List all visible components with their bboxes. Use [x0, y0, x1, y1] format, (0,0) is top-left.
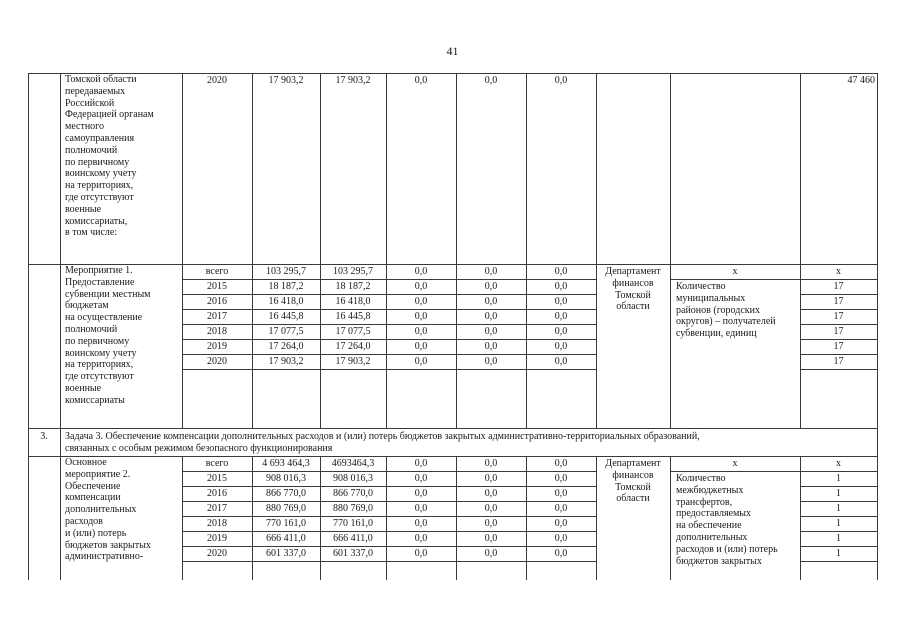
local-budget-cell: 0,0	[484, 281, 498, 292]
other-sources-cell: 0,0	[554, 503, 568, 514]
subrow-border	[800, 546, 877, 547]
subrow-border	[670, 471, 800, 472]
subrow-border	[182, 471, 596, 472]
activity-text-line: местного	[65, 121, 105, 133]
subrow-border	[182, 486, 596, 487]
federal-budget-cell: 0,0	[414, 548, 428, 559]
local-budget-cell: 0,0	[484, 356, 498, 367]
subrow-border	[182, 369, 596, 370]
total-amount-cell: 866 770,0	[266, 488, 306, 499]
year-cell: 2015	[207, 281, 227, 292]
regional-budget-cell: 601 337,0	[333, 548, 373, 559]
local-budget-cell: 0,0	[484, 503, 498, 514]
year-cell: 2020	[207, 548, 227, 559]
indicator-text-line: расходов и (или) потерь	[676, 543, 778, 555]
col-border	[456, 73, 457, 428]
activity-text-line: субвенции местным	[65, 288, 151, 300]
indicator-x-cell: x	[732, 266, 738, 277]
federal-budget-cell: 0,0	[414, 458, 428, 469]
col-border	[877, 456, 878, 580]
row-border	[28, 264, 878, 265]
col-border	[526, 73, 527, 428]
activity-text-line: где отсутствуют	[65, 371, 134, 383]
row-border-top	[28, 73, 878, 74]
regional-budget-cell: 770 161,0	[333, 518, 373, 529]
other-sources-cell: 0,0	[554, 326, 568, 337]
total-amount-cell: 880 769,0	[266, 503, 306, 514]
col-border	[596, 73, 597, 428]
indicator-value-cell: 1	[836, 533, 841, 544]
regional-budget-cell: 17 264,0	[335, 341, 371, 352]
year-cell: 2018	[207, 518, 227, 529]
total-amount-cell: 908 016,3	[266, 473, 306, 484]
year-cell: 2019	[207, 341, 227, 352]
responsible-executor-line: Департамент	[605, 266, 661, 277]
indicator-value-cell: x	[836, 266, 841, 277]
task-number: 3.	[40, 431, 48, 442]
task-text-line: связанных с особым режимом безопасного функционирования	[65, 442, 333, 454]
indicator-value-cell: 17	[833, 281, 844, 292]
subrow-border	[800, 501, 877, 502]
activity-text-line: по первичному	[65, 335, 130, 347]
year-cell: 2015	[207, 473, 227, 484]
activity-text-line: самоуправления	[65, 133, 135, 144]
subrow-border	[182, 501, 596, 502]
total-amount-cell: 16 418,0	[268, 296, 304, 307]
subrow-border	[670, 279, 800, 280]
activity-text-line: мероприятие 2.	[65, 468, 131, 480]
federal-budget-cell: 0,0	[414, 266, 428, 277]
subrow-border	[182, 279, 596, 280]
year-cell: 2019	[207, 533, 227, 544]
indicator-text-line: трансфертов,	[676, 496, 733, 508]
subrow-border	[800, 324, 877, 325]
total-amount-cell: 4 693 464,3	[262, 458, 310, 469]
local-budget-cell: 0,0	[484, 296, 498, 307]
total-amount-cell: 601 337,0	[266, 548, 306, 559]
other-sources-cell: 0,0	[554, 458, 568, 469]
col-border	[60, 428, 61, 456]
other-sources-cell: 0,0	[554, 296, 568, 307]
other-sources-cell: 0,0	[554, 75, 568, 86]
total-amount-cell: 18 187,2	[268, 281, 304, 292]
local-budget-cell: 0,0	[484, 488, 498, 499]
activity-text-line: полномочий	[65, 144, 118, 156]
activity-text-line: Федерацией органам	[65, 109, 154, 121]
federal-budget-cell: 0,0	[414, 518, 428, 529]
activity-text-line: бюджетов закрытых	[65, 539, 151, 551]
activity-text-line: комиссариаты,	[65, 215, 128, 227]
page-number: 41	[446, 44, 459, 58]
year-cell: всего	[205, 458, 229, 469]
indicator-value-cell: 17	[833, 326, 844, 337]
subrow-border	[800, 369, 877, 370]
year-cell: 2020	[207, 356, 227, 367]
subrow-border	[800, 561, 877, 562]
federal-budget-cell: 0,0	[414, 356, 428, 367]
col-border	[28, 456, 29, 580]
federal-budget-cell: 0,0	[414, 75, 428, 86]
indicator-value-cell: 1	[836, 503, 841, 514]
activity-text-line: воинскому учету	[65, 347, 137, 359]
activity-text-line: воинскому учету	[65, 168, 137, 180]
activity-text-line: бюджетам	[65, 300, 109, 312]
regional-budget-cell: 880 769,0	[333, 503, 373, 514]
regional-budget-cell: 17 903,2	[335, 356, 371, 367]
federal-budget-cell: 0,0	[414, 296, 428, 307]
subrow-border	[182, 516, 596, 517]
subrow-border	[182, 339, 596, 340]
indicator-text-line: бюджетов закрытых	[676, 555, 762, 567]
regional-budget-cell: 666 411,0	[333, 533, 373, 544]
indicator-value-cell: 1	[836, 518, 841, 529]
local-budget-cell: 0,0	[484, 518, 498, 529]
subrow-border	[182, 546, 596, 547]
row-border	[28, 428, 878, 429]
other-sources-cell: 0,0	[554, 311, 568, 322]
regional-budget-cell: 16 445,8	[335, 311, 371, 322]
total-amount-cell: 17 903,2	[268, 75, 304, 86]
col-border	[60, 73, 61, 428]
col-border	[877, 428, 878, 456]
subrow-border	[800, 279, 877, 280]
regional-budget-cell: 908 016,3	[333, 473, 373, 484]
activity-text-line: Томской области	[65, 74, 137, 85]
regional-budget-cell: 17 077,5	[335, 326, 371, 337]
other-sources-cell: 0,0	[554, 341, 568, 352]
other-sources-cell: 0,0	[554, 356, 568, 367]
local-budget-cell: 0,0	[484, 266, 498, 277]
other-sources-cell: 0,0	[554, 266, 568, 277]
indicator-text-line: субвенции, единиц	[676, 328, 757, 340]
other-sources-cell: 0,0	[554, 533, 568, 544]
federal-budget-cell: 0,0	[414, 533, 428, 544]
indicator-text-line: районов (городских	[676, 304, 760, 316]
subrow-border	[800, 354, 877, 355]
activity-text-line: военные	[65, 383, 102, 394]
indicator-value-cell: 1	[836, 488, 841, 499]
year-cell: 2017	[207, 503, 227, 514]
indicator-value-cell: x	[836, 458, 841, 469]
indicator-text-line: на обеспечение	[676, 520, 742, 532]
col-border	[182, 73, 183, 428]
year-cell: 2016	[207, 488, 227, 499]
subrow-border	[800, 531, 877, 532]
subrow-border	[800, 294, 877, 295]
regional-budget-cell: 4693464,3	[331, 458, 375, 469]
subrow-border	[182, 561, 596, 562]
responsible-executor-line: Департамент	[605, 458, 661, 469]
total-amount-cell: 16 445,8	[268, 311, 304, 322]
federal-budget-cell: 0,0	[414, 473, 428, 484]
total-amount-cell: 17 903,2	[268, 356, 304, 367]
task-text-line: Задача 3. Обеспечение компенсации дополнительных расходов и (или) потерь бюджетов закрытых административно-территориальных образований,	[65, 431, 700, 442]
col-border	[386, 73, 387, 428]
col-border	[670, 456, 671, 580]
activity-text-line: на территориях,	[65, 180, 134, 192]
col-border	[60, 456, 61, 580]
regional-budget-cell: 866 770,0	[333, 488, 373, 499]
local-budget-cell: 0,0	[484, 458, 498, 469]
total-amount-cell: 666 411,0	[266, 533, 306, 544]
target-value-cell: 47 460	[847, 75, 875, 86]
total-amount-cell: 770 161,0	[266, 518, 306, 529]
federal-budget-cell: 0,0	[414, 281, 428, 292]
activity-text-line: Российской	[65, 97, 115, 109]
activity-text-line: комиссариаты	[65, 394, 125, 406]
local-budget-cell: 0,0	[484, 548, 498, 559]
subrow-border	[182, 354, 596, 355]
indicator-text-line: Количество	[676, 281, 726, 292]
local-budget-cell: 0,0	[484, 533, 498, 544]
responsible-executor-line: Томской	[615, 289, 651, 301]
subrow-border	[800, 516, 877, 517]
responsible-executor-line: области	[616, 493, 650, 505]
activity-text-line: Мероприятие 1.	[65, 265, 133, 276]
federal-budget-cell: 0,0	[414, 503, 428, 514]
activity-text-line: дополнительных	[65, 504, 137, 516]
indicator-text-line: округов) – получателей	[676, 316, 776, 328]
local-budget-cell: 0,0	[484, 311, 498, 322]
activity-text-line: в том числе:	[65, 227, 118, 239]
indicator-text-line: Количество	[676, 473, 726, 484]
total-amount-cell: 17 264,0	[268, 341, 304, 352]
regional-budget-cell: 103 295,7	[333, 266, 373, 277]
responsible-executor-line: области	[616, 301, 650, 313]
indicator-value-cell: 17	[833, 356, 844, 367]
col-border	[877, 73, 878, 428]
subrow-border	[800, 486, 877, 487]
year-cell: 2017	[207, 311, 227, 322]
other-sources-cell: 0,0	[554, 473, 568, 484]
federal-budget-cell: 0,0	[414, 488, 428, 499]
responsible-executor-line: финансов	[612, 277, 654, 289]
col-border	[320, 73, 321, 428]
subrow-border	[800, 471, 877, 472]
activity-text-line: Основное	[65, 457, 107, 468]
local-budget-cell: 0,0	[484, 75, 498, 86]
regional-budget-cell: 17 903,2	[335, 75, 371, 86]
subrow-border	[182, 294, 596, 295]
indicator-x-cell: x	[732, 458, 738, 469]
other-sources-cell: 0,0	[554, 281, 568, 292]
activity-text-line: полномочий	[65, 324, 118, 335]
indicator-text-line: дополнительных	[676, 532, 748, 543]
indicator-value-cell: 17	[833, 296, 844, 307]
col-border	[28, 73, 29, 428]
activity-text-line: на осуществление	[65, 312, 143, 324]
indicator-text-line: межбюджетных	[676, 484, 744, 496]
subrow-border	[800, 339, 877, 340]
year-cell: всего	[205, 266, 229, 277]
row-border	[28, 456, 878, 457]
activity-text-line: где отсутствуют	[65, 192, 134, 203]
activity-text-line: и (или) потерь	[65, 527, 127, 539]
federal-budget-cell: 0,0	[414, 311, 428, 322]
indicator-value-cell: 1	[836, 548, 841, 559]
activity-text-line: расходов	[65, 516, 103, 527]
year-cell: 2020	[207, 75, 227, 86]
col-border	[670, 73, 671, 428]
other-sources-cell: 0,0	[554, 488, 568, 499]
activity-text-line: Предоставление	[65, 276, 135, 288]
activity-text-line: по первичному	[65, 156, 130, 168]
activity-text-line: передаваемых	[65, 85, 126, 97]
subrow-border	[182, 324, 596, 325]
total-amount-cell: 17 077,5	[268, 326, 304, 337]
col-border	[800, 73, 801, 428]
indicator-value-cell: 1	[836, 473, 841, 484]
federal-budget-cell: 0,0	[414, 341, 428, 352]
total-amount-cell: 103 295,7	[266, 266, 306, 277]
activity-text-line: компенсации	[65, 492, 121, 504]
year-cell: 2018	[207, 326, 227, 337]
subrow-border	[800, 309, 877, 310]
col-border	[252, 73, 253, 428]
indicator-text-line: муниципальных	[676, 292, 746, 304]
local-budget-cell: 0,0	[484, 341, 498, 352]
responsible-executor-line: финансов	[612, 469, 654, 481]
activity-text-line: административно-	[65, 551, 144, 563]
subrow-border	[182, 309, 596, 310]
local-budget-cell: 0,0	[484, 473, 498, 484]
other-sources-cell: 0,0	[554, 548, 568, 559]
activity-text-line: на территориях,	[65, 359, 134, 371]
subrow-border	[182, 531, 596, 532]
regional-budget-cell: 18 187,2	[335, 281, 371, 292]
activity-text-line: Обеспечение	[65, 480, 121, 492]
other-sources-cell: 0,0	[554, 518, 568, 529]
indicator-value-cell: 17	[833, 311, 844, 322]
indicator-text-line: предоставляемых	[676, 508, 752, 520]
year-cell: 2016	[207, 296, 227, 307]
local-budget-cell: 0,0	[484, 326, 498, 337]
indicator-value-cell: 17	[833, 341, 844, 352]
responsible-executor-line: Томской	[615, 481, 651, 493]
federal-budget-cell: 0,0	[414, 326, 428, 337]
activity-text-line: военные	[65, 203, 102, 215]
regional-budget-cell: 16 418,0	[335, 296, 371, 307]
